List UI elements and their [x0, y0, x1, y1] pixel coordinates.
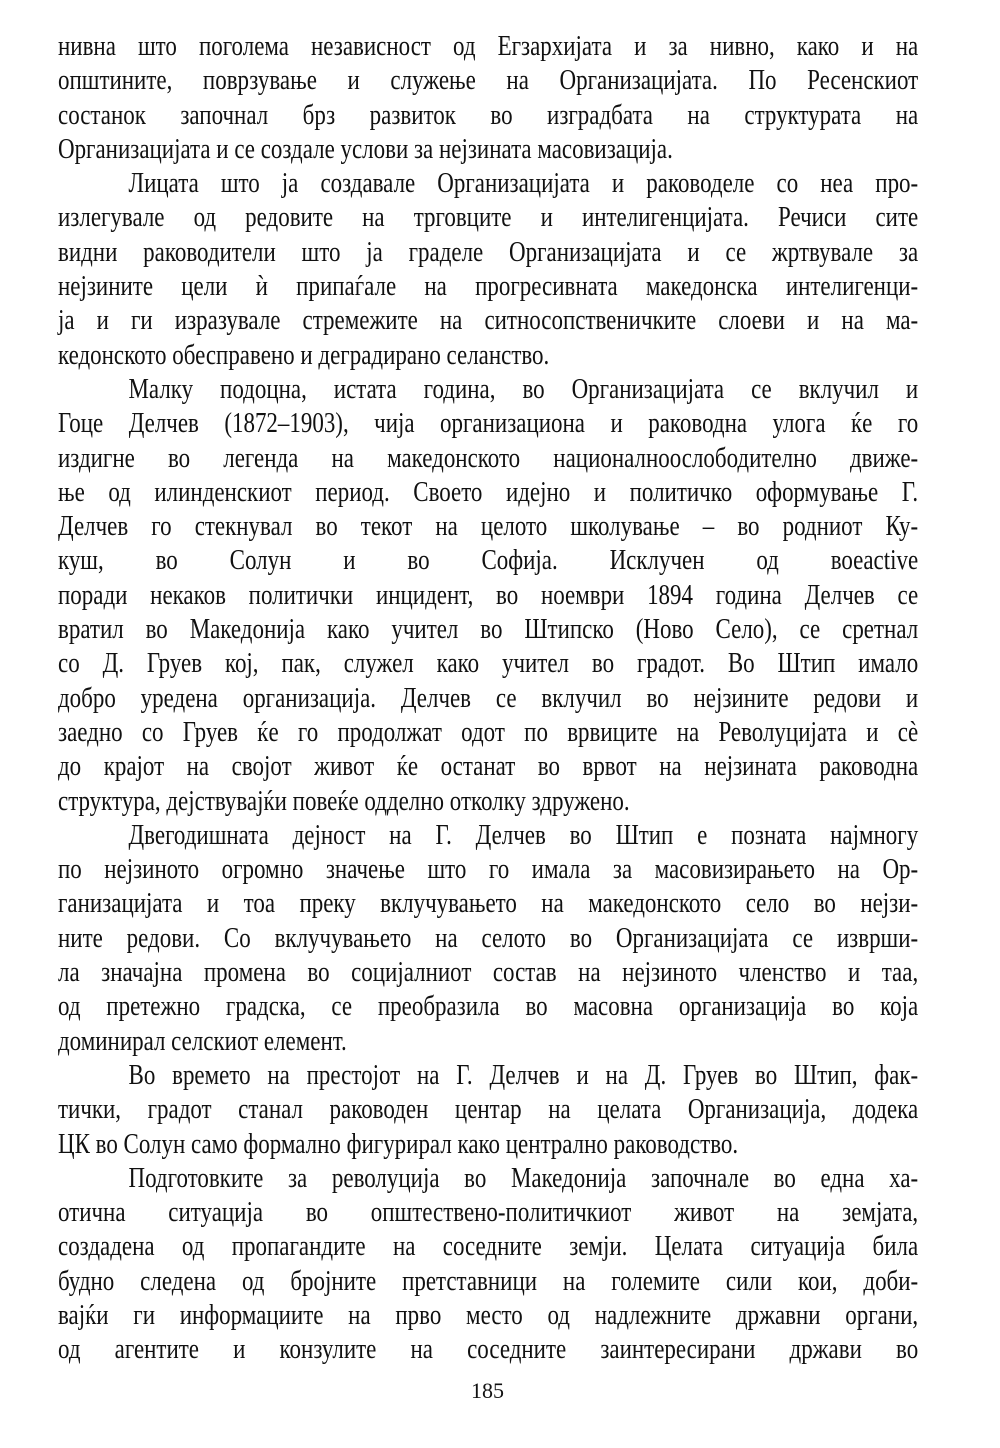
text-line-content: по нејзиното огромно значење што го имала за масовизирањето на Ор-: [58, 854, 919, 886]
text-line-content: доминирал селскиот елемент.: [58, 1025, 347, 1057]
text-line: [58, 990, 918, 1024]
text-line: [58, 956, 918, 990]
text-line-content: нејзините цели ѝ припаѓале на прогресивната македонска интелигенци-: [58, 271, 919, 303]
text-line: [58, 373, 918, 407]
text-line: [58, 339, 918, 373]
text-line: [58, 1093, 918, 1127]
text-line: [58, 613, 918, 647]
text-line: [58, 1128, 918, 1162]
text-line-content: ја и ги изразувале стремежите на ситносопственичките слоеви и на ма-: [58, 305, 919, 337]
text-line-content: Гоце Делчев (1872–1903), чија организациона и раководна улога ќе го: [58, 408, 919, 440]
text-line-content: со Д. Груев кој, пак, служел како учител во градот. Во Штип имало: [58, 648, 919, 680]
text-line: [58, 476, 918, 510]
paragraph: [58, 1059, 918, 1162]
text-line-content: добро уредена организација. Делчев се вклучил во нејзините редови и: [58, 682, 919, 714]
text-line: [58, 1265, 918, 1299]
text-line: [58, 442, 918, 476]
text-line-content: нивна што поголема независност од Егзархијата и за нивно, како и на: [58, 31, 919, 62]
text-line: [58, 1299, 918, 1333]
text-line-content: структура, дејствувајќи повеќе одделно отколку здружено.: [58, 785, 630, 817]
text-line-content: отична ситуација во општествено-политичкиот живот на земјата,: [58, 1197, 919, 1229]
text-line: [58, 716, 918, 750]
text-line: [58, 407, 918, 441]
text-line-content: поради некаков политички инцидент, во ноември 1894 година Делчев се: [58, 579, 919, 611]
text-line: [58, 167, 918, 201]
text-line: [58, 30, 918, 64]
paragraph: [58, 30, 918, 167]
text-line-content: вајќи ги информациите на прво место од надлежните државни органи,: [58, 1299, 919, 1331]
text-line-content: заедно со Груев ќе го продолжат одот по врвиците на Револуцијата и сѐ: [58, 716, 919, 748]
text-line: [58, 133, 918, 167]
text-line-content: создадена од пропагандите на соседните земји. Целата ситуација била: [58, 1231, 919, 1263]
body-text: [58, 30, 918, 1368]
text-line: [58, 304, 918, 338]
text-line-content: Подготовките за револуција во Македонија започнале во една ха-: [128, 1162, 919, 1194]
paragraph: [58, 373, 918, 819]
text-line: [58, 1230, 918, 1264]
text-line: [58, 647, 918, 681]
text-line: [58, 64, 918, 98]
text-line-content: од агентите и конзулите на соседните заинтересирани држави во: [58, 1334, 919, 1366]
text-line: [58, 270, 918, 304]
paragraph: [58, 167, 918, 373]
text-line: [58, 887, 918, 921]
text-line-content: општините, поврзување и служење на Организацијата. По Ресенскиот: [58, 65, 919, 97]
paragraph: [58, 819, 918, 1059]
text-line-content: издигне во легенда на македонското националноослободително движе-: [58, 442, 919, 474]
text-line-content: Во времето на престојот на Г. Делчев и на Д. Груев во Штип, фак-: [128, 1059, 919, 1091]
text-line: [58, 1162, 918, 1196]
text-line-content: од претежно градска, се преобразила во масовна организација во која: [58, 991, 919, 1023]
text-line-content: излегувале од редовите на трговците и интелигенцијата. Речиси сите: [58, 202, 919, 234]
text-line: [58, 99, 918, 133]
text-line: [58, 1025, 918, 1059]
text-line-content: ЦК во Солун само формално фигурирал како централно раководство.: [58, 1128, 739, 1160]
text-line-content: ните редови. Со вклучувањето на селото во Организацијата се изврши-: [58, 922, 919, 954]
text-line-content: Двегодишната дејност на Г. Делчев во Штип е позната најмногу: [128, 819, 919, 851]
text-line: [58, 510, 918, 544]
text-line-content: будно следена од бројните претставници на големите сили кои, доби-: [58, 1265, 919, 1297]
text-line-content: Делчев го стекнувал во текот на целото школување – во родниот Ку-: [58, 511, 919, 543]
text-line-content: кедонското обесправено и деградирано селанство.: [58, 339, 550, 371]
text-line-content: ње од илинденскиот период. Своето идејно и политичко оформување Г.: [58, 476, 919, 508]
text-line-content: куш, во Солун и во Софија. Исклучен од воеactive: [58, 545, 919, 577]
text-line: [58, 579, 918, 613]
text-line: [58, 750, 918, 784]
text-line-content: видни раководители што ја граделе Организацијата и се жртвувале за: [58, 236, 919, 268]
text-line: [58, 853, 918, 887]
text-line: [58, 236, 918, 270]
text-line: [58, 682, 918, 716]
text-line: [58, 201, 918, 235]
text-line-content: Малку подоцна, истата година, во Организацијата се вклучил и: [128, 373, 919, 405]
text-line: [58, 1333, 918, 1367]
text-line-content: ганизацијата и тоа преку вклучувањето на македонското село во нејзи-: [58, 888, 919, 920]
text-line-content: состанок започнал брз развиток во изградбата на структурата на: [58, 99, 919, 131]
text-line: [58, 544, 918, 578]
page-number: 185: [471, 1378, 504, 1403]
text-line: [58, 785, 918, 819]
text-line-content: ла значајна промена во социјалниот состав на нејзиното членство и таа,: [58, 957, 919, 989]
paragraph: [58, 1162, 918, 1368]
text-line: [58, 922, 918, 956]
text-line-content: до крајот на својот живот ќе останат во врвот на нејзината раководна: [58, 751, 919, 783]
text-line-content: вратил во Македонија како учител во Штипско (Ново Село), се сретнал: [58, 614, 919, 646]
text-line: [58, 819, 918, 853]
text-line-content: тички, градот станал раководен центар на целата Организација, додека: [58, 1094, 919, 1126]
text-line: [58, 1196, 918, 1230]
text-line-content: Лицата што ја создавале Организацијата и раководеле со неа про-: [128, 168, 919, 200]
text-line-content: Организацијата и се создале услови за нејзината масовизација.: [58, 133, 673, 165]
text-line: [58, 1059, 918, 1093]
